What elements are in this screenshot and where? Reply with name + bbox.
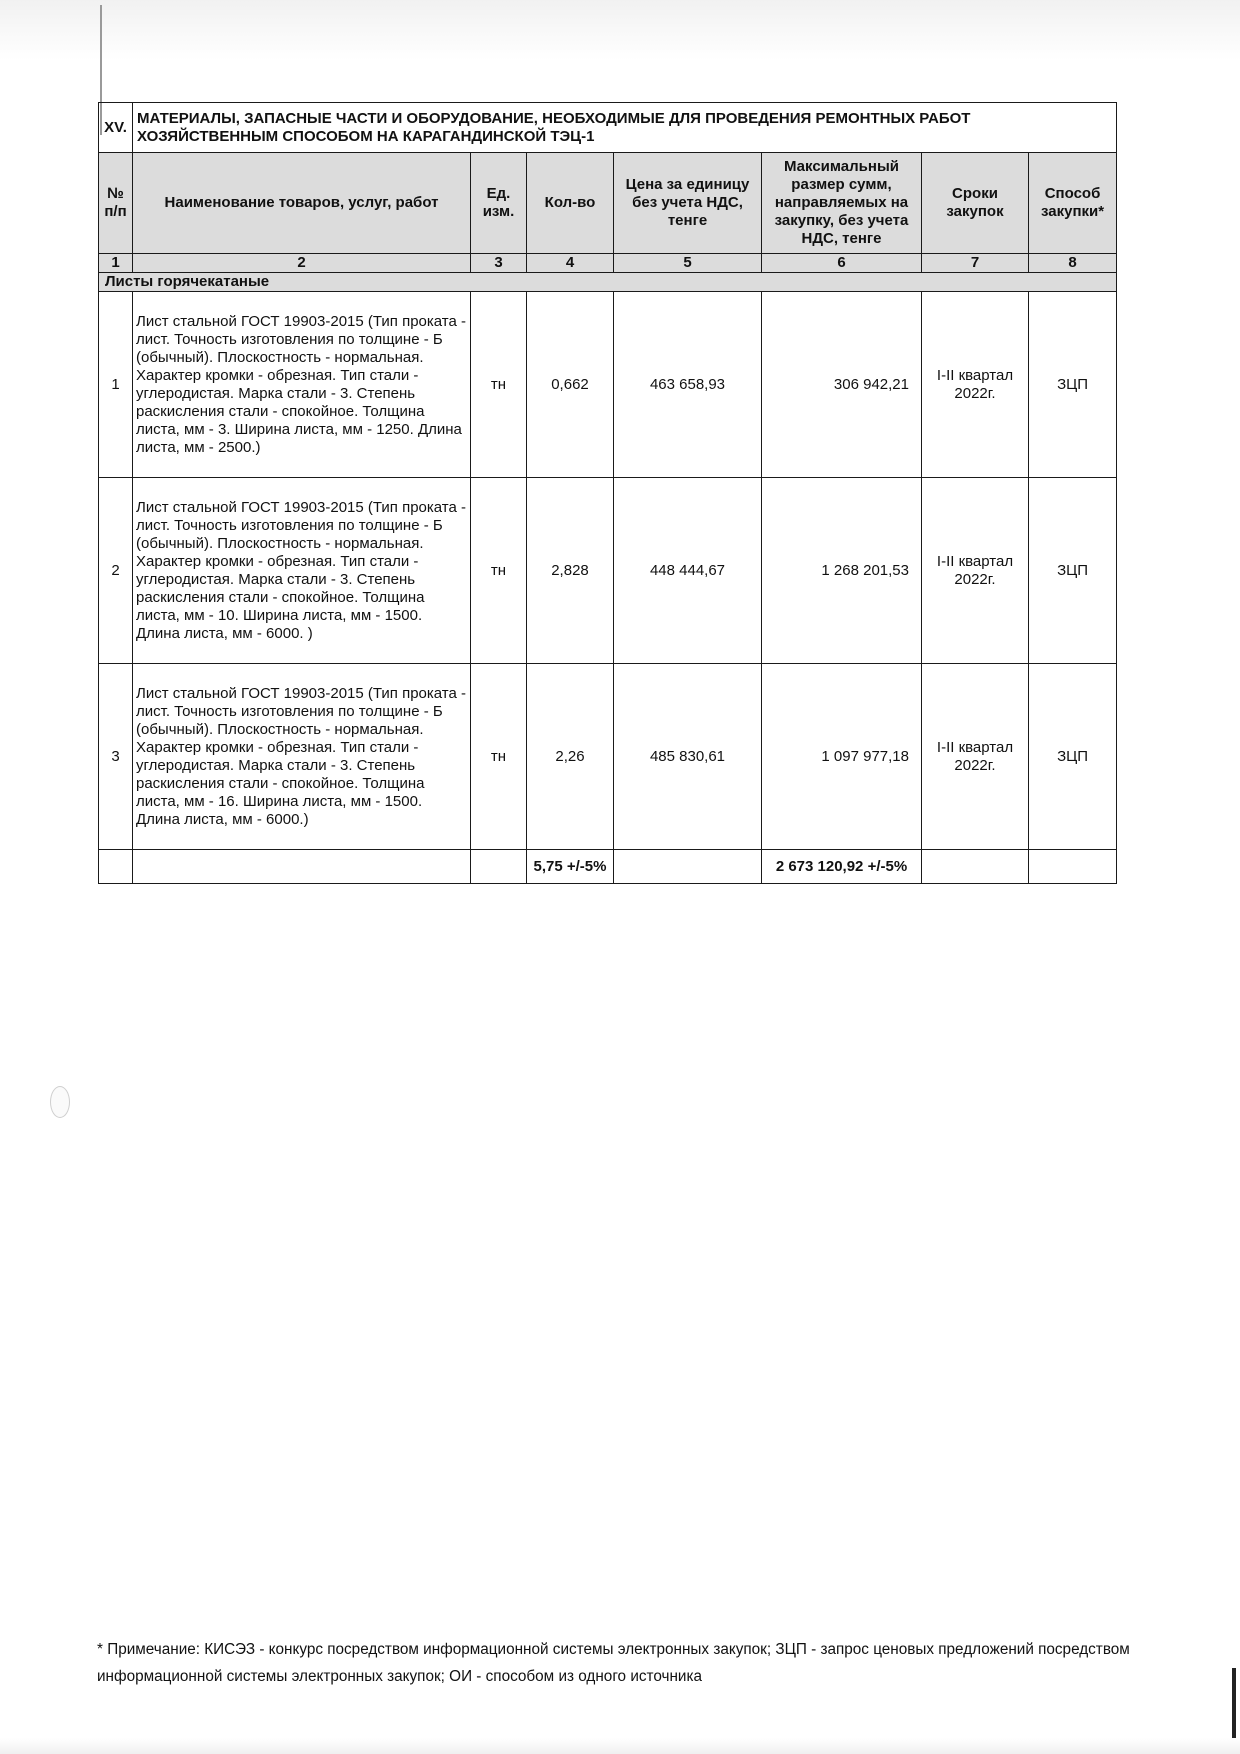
table-row — [99, 664, 1117, 850]
col-header-sum: Максимальный размер сумм, направляемых на закупку, без учета НДС, тенге — [762, 153, 922, 254]
col-header-qty: Кол-во — [527, 153, 614, 254]
col-header-term: Сроки закупок — [922, 153, 1029, 254]
totals-empty-cell — [1029, 850, 1117, 884]
row-number: 3 — [99, 664, 133, 850]
item-price: 448 444,67 — [614, 478, 762, 664]
scan-edge-mark — [1232, 1668, 1236, 1738]
col-header-price: Цена за единицу без учета НДС, тенге — [614, 153, 762, 254]
item-sum: 1 097 977,18 — [762, 664, 922, 850]
item-qty: 2,26 — [527, 664, 614, 850]
col-number: 6 — [762, 254, 922, 273]
col-header-unit: Ед. изм. — [471, 153, 527, 254]
scan-edge-top — [0, 0, 1240, 60]
item-term: I-II квартал 2022г. — [922, 664, 1029, 850]
item-price: 485 830,61 — [614, 664, 762, 850]
col-number: 4 — [527, 254, 614, 273]
col-number: 3 — [471, 254, 527, 273]
section-title-row — [99, 103, 1117, 153]
col-number: 7 — [922, 254, 1029, 273]
col-number: 8 — [1029, 254, 1117, 273]
totals-empty-cell — [614, 850, 762, 884]
item-method: ЗЦП — [1029, 478, 1117, 664]
section-number: XV. — [99, 103, 133, 153]
item-price: 463 658,93 — [614, 292, 762, 478]
item-method: ЗЦП — [1029, 292, 1117, 478]
table-row — [99, 478, 1117, 664]
col-header-name: Наименование товаров, услуг, работ — [133, 153, 471, 254]
col-header-method: Способ закупки* — [1029, 153, 1117, 254]
item-sum: 306 942,21 — [762, 292, 922, 478]
binding-hole — [50, 1086, 70, 1118]
item-term: I-II квартал 2022г. — [922, 292, 1029, 478]
total-sum: 2 673 120,92 +/-5% — [762, 850, 922, 884]
item-qty: 2,828 — [527, 478, 614, 664]
item-unit: тн — [471, 664, 527, 850]
item-name: Лист стальной ГОСТ 19903-2015 (Тип проката - лист. Точность изготовления по толщине - Б (обычный). Плоскостность - нормальная. Характер кромки - обрезная. Тип стали - углеродистая. Марка стали - 3. Степень раскисления стали - спокойное. Толщина листа, мм - 16. Ширина листа, мм - 1500. Длина листа, мм - 6000.) — [133, 664, 471, 850]
col-number: 5 — [614, 254, 762, 273]
column-number-row — [99, 254, 1117, 273]
totals-empty-cell — [471, 850, 527, 884]
col-number: 1 — [99, 254, 133, 273]
group-title: Листы горячекатаные — [99, 273, 1117, 292]
totals-empty-cell — [922, 850, 1029, 884]
item-name: Лист стальной ГОСТ 19903-2015 (Тип проката - лист. Точность изготовления по толщине - Б (обычный). Плоскостность - нормальная. Характер кромки - обрезная. Тип стали - углеродистая. Марка стали - 3. Степень раскисления стали - спокойное. Толщина листа, мм - 10. Ширина листа, мм - 1500. Длина листа, мм - 6000. ) — [133, 478, 471, 664]
row-number: 2 — [99, 478, 133, 664]
totals-row — [99, 850, 1117, 884]
item-qty: 0,662 — [527, 292, 614, 478]
col-header-num: № п/п — [99, 153, 133, 254]
footnote: * Примечание: КИСЭЗ - конкурс посредством информационной системы электронных закупок; ЗЦП - запрос ценовых предложений посредством информационной системы электронных закупок; ОИ - способом из одного источника — [97, 1641, 1130, 1685]
total-qty: 5,75 +/-5% — [527, 850, 614, 884]
col-number: 2 — [133, 254, 471, 273]
scan-edge-bottom — [0, 1738, 1240, 1754]
header-row — [99, 153, 1117, 254]
item-term: I-II квартал 2022г. — [922, 478, 1029, 664]
item-sum: 1 268 201,53 — [762, 478, 922, 664]
item-name: Лист стальной ГОСТ 19903-2015 (Тип проката - лист. Точность изготовления по толщине - Б (обычный). Плоскостность - нормальная. Характер кромки - обрезная. Тип стали - углеродистая. Марка стали - 3. Степень раскисления стали - спокойное. Толщина листа, мм - 3. Ширина листа, мм - 1250. Длина листа, мм - 2500.) — [133, 292, 471, 478]
item-method: ЗЦП — [1029, 664, 1117, 850]
section-title: МАТЕРИАЛЫ, ЗАПАСНЫЕ ЧАСТИ И ОБОРУДОВАНИЕ, НЕОБХОДИМЫЕ ДЛЯ ПРОВЕДЕНИЯ РЕМОНТНЫХ РАБОТ ХОЗЯЙСТВЕННЫМ СПОСОБОМ НА КАРАГАНДИНСКОЙ ТЭЦ-1 — [133, 103, 1117, 153]
totals-empty-cell — [133, 850, 471, 884]
item-unit: тн — [471, 292, 527, 478]
item-unit: тн — [471, 478, 527, 664]
totals-empty-cell — [99, 850, 133, 884]
group-row — [99, 273, 1117, 292]
table-row — [99, 292, 1117, 478]
procurement-table — [98, 102, 1117, 884]
row-number: 1 — [99, 292, 133, 478]
